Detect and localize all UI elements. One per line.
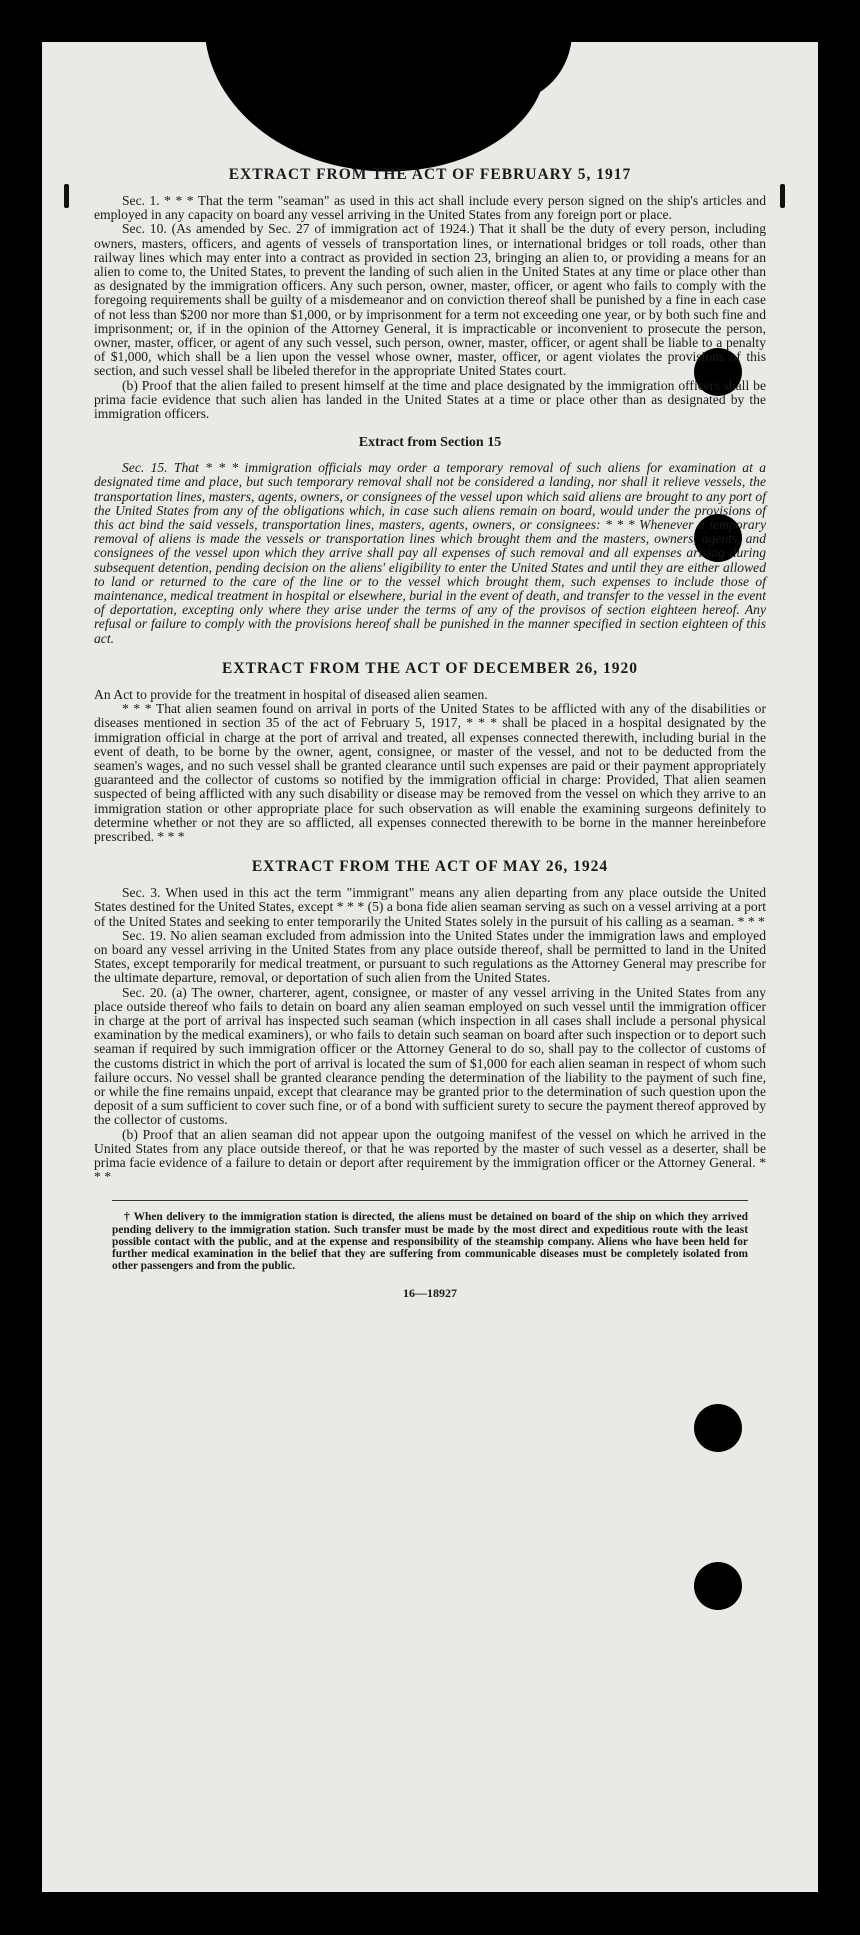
margin-mark-left xyxy=(64,184,69,208)
heading-section-15: Extract from Section 15 xyxy=(358,435,502,451)
paragraph-sec-3: Sec. 3. When used in this act the term "immigrant" means any alien departing from any place outside the United States destined for the United States, except * * * (5) a bona fide alien seaman serving as such on a vessel arriving at a port of the United States and seeking to enter temporarily the United States solely in the pursuit of his calling as a seaman. * * * xyxy=(94,885,766,929)
paragraph-sec-10: Sec. 10. (As amended by Sec. 27 of immigration act of 1924.) That it shall be the duty of every person, including owners, masters, officers, and agents of vessels of transportation lines, or international bridges or toll roads, other than railway lines which may enter into a contract as provided in section 23, bringing an alien to, or providing a means for an alien to come to, the United States, to prevent the landing of such alien in the United States at any time or place other than as designated by the immigration officers. Any such person, owner, master, officer, or agent who fails to comply with the foregoing requirements shall be guilty of a misdemeanor and on conviction thereof shall be punished by a fine in each case of not less than $200 nor more than $1,000, or by imprisonment for a term not exceeding one year, or by both such fine and imprisonment; or, if in the opinion of the Attorney General, it is impracticable or inconvenient to prosecute the person, owner, master, officer, or agent of any such vessel, such person, owner, master, officer, or agent shall be liable to a penalty of $1,000, which shall be a lien upon the vessel whose owner, master, officer, or agent violates the provisions of this section, and such vessel shall be libeled therefor in the appropriate United States court. xyxy=(94,221,766,379)
document-page xyxy=(42,42,818,1892)
torn-edge-secondary xyxy=(462,42,572,102)
form-code: 16—18927 xyxy=(403,1286,457,1301)
section-feb-1917 xyxy=(94,166,766,421)
paragraph-act-title: An Act to provide for the treatment in hospital of diseased alien seamen. xyxy=(94,686,488,702)
paragraph-sec-1: Sec. 1. * * * That the term "seaman" as used in this act shall include every person signed on the ship's articles and employed in any capacity on board any vessel arriving in the United States from any foreign port or place. xyxy=(94,193,766,223)
footnote: † When delivery to the immigration station is directed, the aliens must be detained on board of the ship on which they arrived pending delivery to the immigration station. Such transfer must be made by the most direct and expeditious route with the least possible contact with the public, and at the expense and responsibility of the steamship company. Aliens who have been held for further medical examination in the belief that they are suffering from communicable diseases must be completely isolated from other passengers and from the public. xyxy=(112,1211,748,1273)
section-dec-1920 xyxy=(94,660,766,844)
paragraph-sec-10-b: (b) Proof that the alien failed to present himself at the time and place designated by the immigration officers shall be prima facie evidence that such alien has landed in the United States at a time or place other than as designated by the immigration officers. xyxy=(94,377,766,422)
document-body xyxy=(94,166,766,1301)
punch-hole xyxy=(694,1404,742,1452)
section-15 xyxy=(94,435,766,646)
paragraph-sec-15: Sec. 15. That * * * immigration officials may order a temporary removal of such aliens for examination at a designated time and place, but such temporary removal shall not be considered a landing, nor shall it relieve vessels, the transportation lines, masters, agents, owners, or consignees of the vessel upon which said aliens are brought to any port of the United States from any of the obligations which, in case such aliens remain on board, would under the provisions of this act bind the said vessels, transportation lines, masters, agents, owners, or consignees: * * * Whenever a temporary removal of aliens is made the vessels or transportation lines which brought them and the masters, owners, agents, and consignees of the vessel upon which they arrive shall pay all expenses of such removal and all expenses arising during subsequent detention, pending decision on the aliens' eligibility to enter the United States and until they are either allowed to land or returned to the care of the line or to the vessel which brought them, such expenses to include those of maintenance, medical treatment in hospital or elsewhere, burial in the event of death, and transfer to the vessel in the event of deportation, excepting only where they arise under the terms of any of the provisos of section eighteen hereof. Any refusal or failure to comply with the provisions hereof shall be punished in the manner specified in section eighteen of this act. xyxy=(94,460,766,646)
paragraph-sec-19: Sec. 19. No alien seaman excluded from admission into the United States under the immigration laws and employed on board any vessel arriving in the United States from any place outside thereof, shall be permitted to land in the United States, except temporarily for medical treatment, or pursuant to such regulations as the Attorney General may prescribe for the ultimate departure, removal, or deportation of such alien from the United States. xyxy=(94,927,766,986)
paragraph-sec-20-a: Sec. 20. (a) The owner, charterer, agent, consignee, or master of any vessel arriving in the United States from any place outside thereof who fails to detain on board any alien seaman employed on such vessel until the immigration officer in charge at the port of arrival has inspected such seaman (which inspection in all cases shall include a personal physical examination by the medical examiners), or who fails to detain such seaman on board after such inspection or to deport such seaman if required by such immigration officer or the Attorney General to do so, shall pay to the collector of customs of the customs district in which the port of arrival is located the sum of $1,000 for each alien seaman in respect of whom such failure occurs. No vessel shall be granted clearance pending the determination of the liability to the payment of such fine, or while the fine remains unpaid, except that clearance may be granted prior to the determination of such question upon the deposit of a sum sufficient to cover such fine, or of a bond with sufficient surety to secure the payment thereof approved by the collector of customs. xyxy=(94,984,766,1128)
heading-feb-1917: EXTRACT FROM THE ACT OF FEBRUARY 5, 1917 xyxy=(228,166,632,183)
heading-may-1924: EXTRACT FROM THE ACT OF MAY 26, 1924 xyxy=(251,858,609,876)
paragraph-dec-1920: * * * That alien seamen found on arrival in ports of the United States to be afflicted with any of the disabilities or diseases mentioned in section 35 of the act of February 5, 1917, * * * shall be placed in a hospital designated by the immigration official in charge at the port of arrival and treated, all expenses connected therewith, including burial in the event of death, to be borne by the owner, agent, consignee, or master of the vessel, and not to be deducted from the seamen's wages, and no such vessel shall be granted clearance until such expenses are paid or their payment appropriately guaranteed and the collector of customs so notified by the immigration official in charge: Provided, That alien seamen suspected of being afflicted with any such disability or disease may be removed from the vessel on which they arrive to an immigration station or other appropriate place for such observation as will enable the examining surgeons definitely to determine whether or not they are so afflicted, all expenses connected therewith to be borne in the manner hereinbefore prescribed. * * * xyxy=(94,701,766,844)
heading-dec-1920: EXTRACT FROM THE ACT OF DECEMBER 26, 1920 xyxy=(222,659,638,677)
section-may-1924 xyxy=(94,858,766,1184)
footnote-divider xyxy=(112,1200,748,1201)
paragraph-sec-20-b: (b) Proof that an alien seaman did not appear upon the outgoing manifest of the vessel on which he arrived in the United States from any place outside thereof, or that he was reported by the master of such vessel as a deserter, shall be prima facie evidence of a failure to detain or deport after requirement by the immigration officer or the Attorney General. * * * xyxy=(94,1126,766,1185)
margin-mark-right xyxy=(780,184,785,208)
punch-hole xyxy=(694,1562,742,1610)
